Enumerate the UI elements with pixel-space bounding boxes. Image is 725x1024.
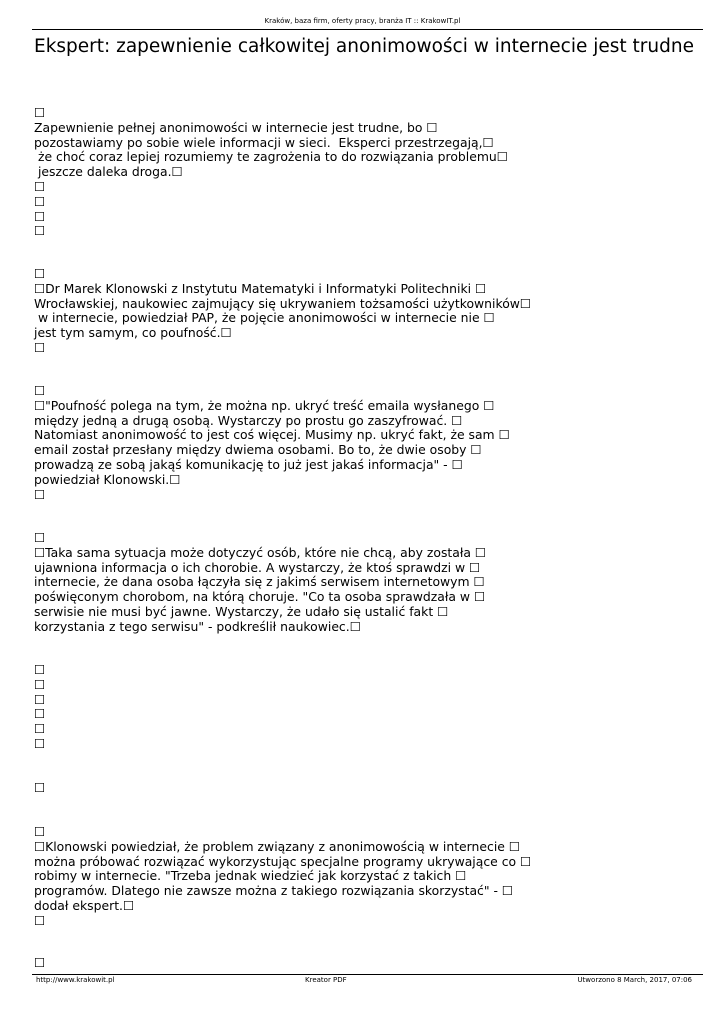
text-line: ☐Klonowski powiedział, że problem związany z anonimowością w internecie ☐ bbox=[34, 838, 520, 854]
text-line: ☐ bbox=[34, 178, 46, 194]
text-line: ☐ bbox=[34, 735, 46, 751]
text-line: ☐ bbox=[34, 721, 46, 737]
placeholder-glyph bbox=[34, 956, 45, 971]
text-line: Wrocławskiej, naukowiec zajmujący się ukrywaniem tożsamości użytkowników☐ bbox=[34, 295, 532, 311]
text-line: ☐ bbox=[34, 266, 46, 281]
placeholder-glyph bbox=[34, 781, 45, 796]
text-line: między jedną a drugą osobą. Wystarczy po prostu go zaszyfrować. ☐ bbox=[34, 412, 463, 428]
text-line: ☐ bbox=[34, 955, 46, 970]
text-line: robimy w internecie. "Trzeba jednak wiedzieć jak korzystać z takich ☐ bbox=[34, 868, 467, 884]
text-line: powiedział Klonowski.☐ bbox=[34, 471, 181, 487]
text-line: ☐ bbox=[34, 662, 46, 677]
text-line: Natomiast anonimowość to jest coś więcej. Musimy np. ukryć fakt, że sam ☐ bbox=[34, 427, 510, 443]
text-line: ☐ bbox=[34, 486, 46, 502]
text-line: ☐ bbox=[34, 530, 46, 545]
text-line: dodał ekspert.☐ bbox=[34, 897, 135, 913]
site-header: Kraków, baza firm, oferty pracy, branża IT :: KrakowIT.pl bbox=[264, 17, 461, 25]
text-line: poświęconym chorobom, na którą choruje. "Co ta osoba sprawdzała w ☐ bbox=[34, 589, 486, 605]
footer-divider bbox=[32, 974, 703, 975]
footer-created-date: Utworzono 8 March, 2017, 07:06 bbox=[577, 976, 692, 984]
text-line: ☐Dr Marek Klonowski z Instytutu Matematyki i Informatyki Politechniki ☐ bbox=[34, 280, 487, 296]
text-line: ☐ bbox=[34, 193, 46, 209]
text-line: ☐ bbox=[34, 676, 46, 692]
text-line: ☐ bbox=[34, 912, 46, 928]
text-line: Zapewnienie pełnej anonimowości w internecie jest trudne, bo ☐ bbox=[34, 119, 438, 135]
text-line: internecie, że dana osoba łączyła się z jakimś serwisem internetowym ☐ bbox=[34, 574, 485, 590]
text-line: ☐"Poufność polega na tym, że można np. ukryć treść emaila wysłanego ☐ bbox=[34, 397, 495, 413]
text-line: prowadzą ze sobą jakąś komunikację to już jest jakaś informacja" - ☐ bbox=[34, 456, 463, 472]
text-line: w internecie, powiedział PAP, że pojęcie anonimowości w internecie nie ☐ bbox=[34, 310, 495, 326]
text-line: ujawniona informacja o ich chorobie. A wystarczy, że ktoś sprawdzi w ☐ bbox=[34, 559, 481, 575]
text-line: ☐ bbox=[34, 780, 46, 795]
paragraph-tools bbox=[34, 825, 531, 929]
placeholder-glyphs bbox=[34, 663, 45, 752]
paragraph-health bbox=[34, 531, 486, 635]
text-line: że choć coraz lepiej rozumiemy te zagrożenia to do rozwiązania problemu☐ bbox=[34, 149, 508, 165]
text-line: serwisie nie musi być jawne. Wystarczy, że udało się ustalić fakt ☐ bbox=[34, 603, 449, 619]
text-line: ☐ bbox=[34, 691, 46, 707]
article-title: Ekspert: zapewnienie całkowitej anonimowości w internecie jest trudne bbox=[34, 36, 694, 57]
footer-generator: Kreator PDF bbox=[305, 976, 347, 984]
text-line: programów. Dlatego nie zawsze można z takiego rozwiązania skorzystać" - ☐ bbox=[34, 883, 514, 899]
text-line: jeszcze daleka droga.☐ bbox=[34, 164, 183, 180]
header-divider bbox=[32, 29, 703, 30]
text-line: ☐Taka sama sytuacja może dotyczyć osób, które nie chcą, aby została ☐ bbox=[34, 544, 487, 560]
text-line: pozostawiamy po sobie wiele informacji w sieci. Eksperci przestrzegają,☐ bbox=[34, 134, 494, 150]
footer-url: http://www.krakowit.pl bbox=[36, 976, 115, 984]
text-line: ☐ bbox=[34, 339, 46, 355]
text-line: email został przesłany między dwiema osobami. Bo to, że dwie osoby ☐ bbox=[34, 442, 482, 458]
text-line: ☐ bbox=[34, 383, 46, 398]
paragraph-klonowski-intro bbox=[34, 267, 531, 356]
text-line: ☐ bbox=[34, 223, 46, 239]
text-line: ☐ bbox=[34, 105, 46, 120]
text-line: ☐ bbox=[34, 706, 46, 722]
text-line: ☐ bbox=[34, 824, 46, 839]
text-line: można próbować rozwiązać wykorzystując specjalne programy ukrywające co ☐ bbox=[34, 853, 532, 869]
text-line: jest tym samym, co poufność.☐ bbox=[34, 325, 232, 341]
text-line: korzystania z tego serwisu" - podkreślił naukowiec.☐ bbox=[34, 618, 361, 634]
paragraph-intro bbox=[34, 106, 508, 239]
paragraph-confidentiality bbox=[34, 384, 510, 502]
text-line: ☐ bbox=[34, 208, 46, 224]
